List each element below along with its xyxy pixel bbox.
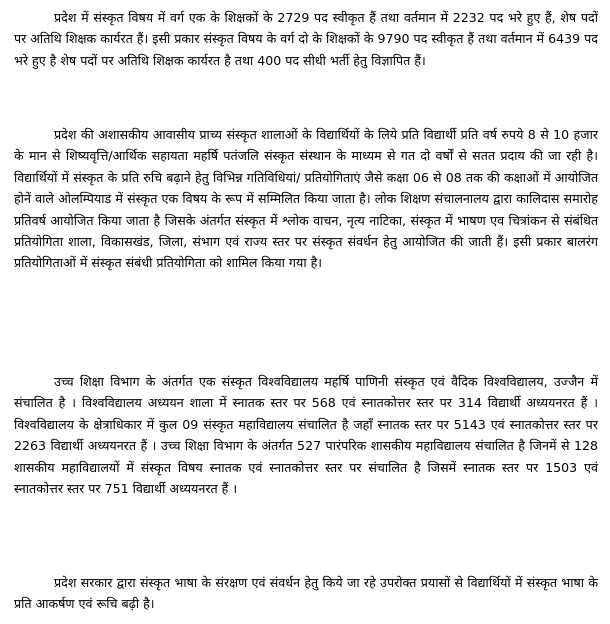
paragraph-scholarships-activities: प्रदेश की अशासकीय आवासीय प्राच्य संस्कृत शालाओं के विद्यार्थियों के लिये प्रति विद्यार्थी प्रति वर्ष रुपये 8 से 10 हजार के मान से शिष्यवृत्ति/आर्थिक सहायता महर्षि पतंजलि संस्कृत संस्थान के माध्यम से गत दो वर्षों से सतत प्रदाय की जा रही है। विद्यार्थियों में संस्कृत के प्रति रुचि बढ़ाने हेतु विभिन्न गतिविधियां/ प्रतियोगिताएं जैसे कक्षा 06 से 08 तक की कक्षाओं में आयोजित होनें वाले ओलम्पियाड में संस्कृत एक विषय के रूप में सम्मिलित किया जाता है। लोक शिक्षण संचालनालय द्वारा कालिदास समारोह प्रतिवर्ष आयोजित किया जाता है जिसके अंतर्गत संस्कृत में श्लोक वाचन, नृत्य नाटिका, संस्कृत में भाषण एव चित्रांकन से संबंधित प्रतियोगिता शाला, विकासखंड, जिला, संभाग एवं राज्य स्तर पर संस्कृत संवर्धन हेतु आयोजित की जाती हैं। इसी प्रकार बालरंग प्रतियोगिताओं में संस्कृत संबंधी प्रतियोगिता को शामिल किया गया है। <box>14 127 598 271</box>
paragraph-higher-education: उच्च शिक्षा विभाग के अंतर्गत एक संस्कृत विश्वविद्यालय महर्षि पाणिनी संस्कृत एवं वैदिक विश्वविद्यालय, उज्जैन में संचालित है । विश्वविद्यालय अध्ययन शाला में स्नातक स्तर पर 568 एवं स्नातकोत्तर स्तर पर 314 विद्यार्थी अध्ययनरत हैं । विश्वविद्यालय के क्षेत्राधिकार में कुल 09 संस्कृत महाविद्यालय संचालित है जहाँ स्नातक स्तर पर 5143 एवं स्नातकोत्तर स्तर पर 2263 विद्यार्थी अध्ययनरत हैं । उच्च शिक्षा विभाग के अंतर्गत 527 पारंपरिक शासकीय महाविद्यालय संचालित है जिनमें से 128 शासकीय महाविद्यालयों में संस्कृत विषय स्नातक एवं स्नातकोत्तर स्तर पर संचालित है जिसमें स्नातक स्तर पर 1503 एवं स्नातकोत्तर स्तर पर 751 विद्यार्थी अध्ययनरत हैं । <box>14 374 598 497</box>
paragraph-teacher-posts: प्रदेश में संस्कृत विषय में वर्ग एक के शिक्षकों के 2729 पद स्वीकृत हैं तथा वर्तमान में 2232 पद भरे हुए हैं, शेष पदों पर अतिथि शिक्षक कार्यरत हैं। इसी प्रकार संस्कृत विषय के वर्ग दो के शिक्षकों के 9790 पद स्वीकृत हैं तथा वर्तमान में 6439 पद भरे हुए है शेष पदों पर अतिथि शिक्षक कार्यरत है तथा 400 पद सीधी भर्ती हेतु विज्ञापित हैं। <box>14 10 598 68</box>
paragraph-conclusion: प्रदेश सरकार द्वारा संस्कृत भाषा के संरक्षण एवं संवर्धन हेतु किये जा रहे उपरोक्त प्रयासों से विद्यार्थियों में संस्कृत भाषा के प्रति आकर्षण एवं रूचि बढ़ी है। <box>14 575 598 612</box>
